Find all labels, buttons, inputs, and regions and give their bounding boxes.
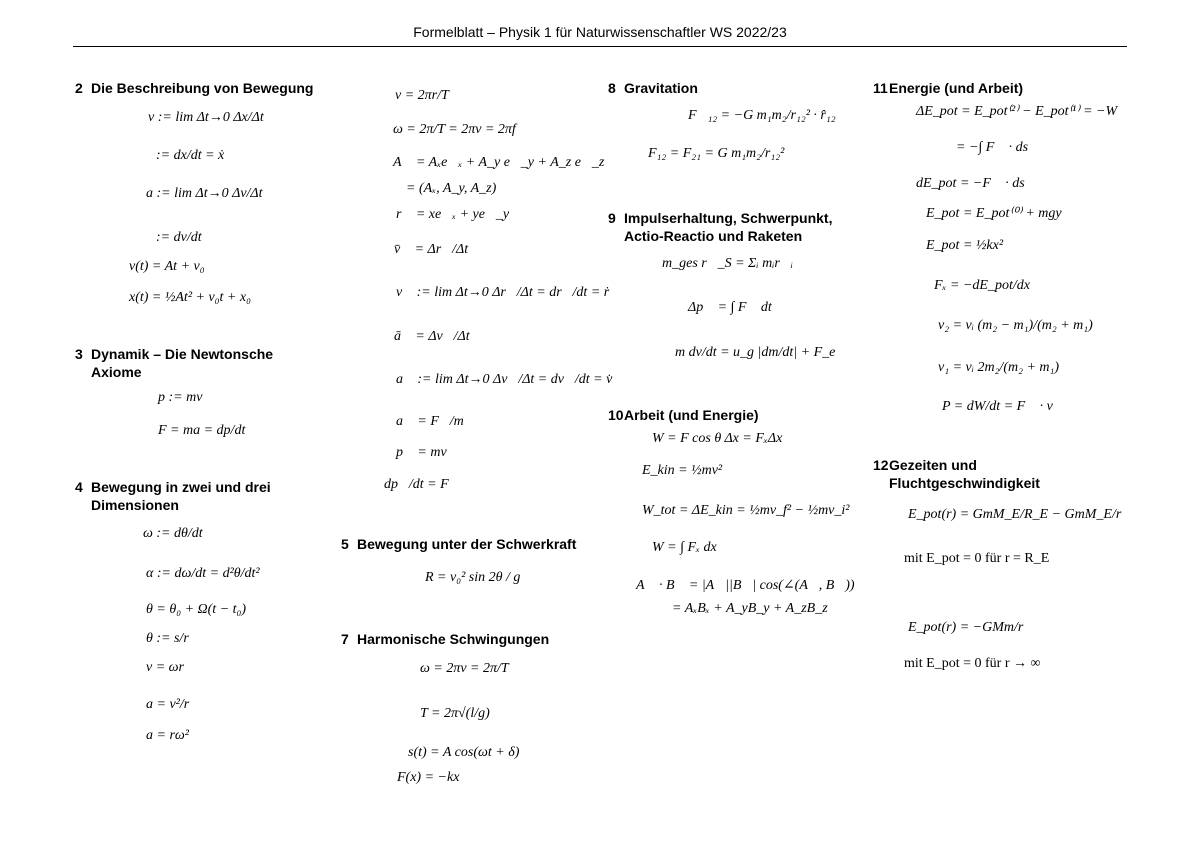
section-title: Gezeiten und	[889, 457, 977, 473]
formula: T = 2π√(l/g)	[420, 706, 490, 721]
formula: = AₓBₓ + A_yB_y + A_zB_z	[672, 601, 828, 616]
formula: F = ma = dp/dt	[158, 423, 246, 438]
formula: E_pot = ½kx²	[926, 238, 1004, 253]
formula: mit E_pot = 0 für r = R_E	[904, 551, 1050, 566]
section-number: 12	[873, 457, 889, 473]
formula: A⃗ = Aₓe⃗ₓ + A_y e⃗_y + A_z e⃗_z	[393, 155, 605, 170]
formula: mit E_pot = 0 für r → ∞	[904, 656, 1041, 671]
formula: v₁ = vᵢ 2m₂/(m₂ + m₁)	[938, 360, 1060, 375]
section-title-cont: Axiome	[91, 364, 142, 380]
section-12-heading	[873, 456, 1040, 492]
formula: E_pot(r) = −GMm/r	[908, 620, 1024, 635]
section-title: Gravitation	[624, 80, 698, 96]
formula: Fₓ = −dE_pot/dx	[934, 278, 1030, 293]
section-title: Arbeit (und Energie)	[624, 407, 759, 423]
page-header: Formelblatt – Physik 1 für Naturwissenschaftler WS 2022/23	[413, 24, 787, 40]
formula: R = v₀² sin 2θ / g	[425, 570, 521, 585]
formula: v := lim Δt→0 Δx/Δt	[148, 110, 264, 125]
formula: W = F cos θ Δx = FₓΔx	[652, 431, 783, 446]
section-7-heading	[341, 630, 549, 648]
section-title-cont: Actio-Reactio und Raketen	[624, 228, 803, 244]
formula: θ = θ₀ + Ω(t − t₀)	[146, 602, 247, 617]
formula: m dv/dt = u_g |dm/dt| + F_e	[675, 345, 836, 360]
formula: a⃗ = F⃗/m	[396, 414, 464, 429]
section-number: 2	[75, 80, 83, 96]
section-title: Harmonische Schwingungen	[357, 631, 550, 647]
formula: F(x) = −kx	[397, 770, 460, 785]
section-5-heading	[341, 535, 576, 553]
formula: dp⃗/dt = F⃗	[384, 477, 460, 492]
formula: r⃗ = xe⃗ₓ + ye⃗_y	[396, 207, 510, 222]
formula: ω := dθ/dt	[143, 526, 203, 541]
formula: W_tot = ΔE_kin = ½mv_f² − ½mv_i²	[642, 503, 850, 518]
section-11-heading	[873, 79, 1023, 97]
section-title: Die Beschreibung von Bewegung	[91, 80, 314, 96]
formula: E_pot = E_pot⁽⁰⁾ + mgy	[926, 206, 1062, 221]
formula: ω = 2πν = 2π/T	[420, 661, 509, 676]
formula: F₁₂ = F₂₁ = G m₁m₂/r₁₂²	[648, 146, 785, 161]
formula: v̄⃗ = Δr⃗/Δt	[394, 242, 469, 257]
formula: a := lim Δt→0 Δv/Δt	[146, 186, 263, 201]
section-number: 4	[75, 479, 83, 495]
formula: ΔE_pot = E_pot⁽²⁾ − E_pot⁽¹⁾ = −W	[916, 104, 1118, 119]
section-number: 7	[341, 631, 349, 647]
formula: s(t) = A cos(ωt + δ)	[408, 745, 520, 760]
section-10-heading	[608, 406, 759, 424]
section-number: 11	[873, 80, 888, 96]
formula: W = ∫ Fₓ dx	[652, 540, 717, 555]
formula: v⃗ := lim Δt→0 Δr⃗/Δt = dr⃗/dt = ṙ	[396, 285, 610, 300]
section-title: Impulserhaltung, Schwerpunkt,	[624, 210, 833, 226]
formula: = (Aₓ, A_y, A_z)	[406, 181, 497, 196]
formula: E_pot(r) = GmM_E/R_E − GmM_E/r	[908, 507, 1122, 522]
section-title: Bewegung in zwei und drei	[91, 479, 271, 495]
section-title: Energie (und Arbeit)	[889, 80, 1024, 96]
formula: p := mv	[158, 390, 203, 405]
formula: a = v²/r	[146, 697, 190, 712]
section-title-cont: Dimensionen	[91, 497, 179, 513]
section-number: 5	[341, 536, 349, 552]
formula: := dv/dt	[156, 230, 202, 245]
formula: E_kin = ½mv²	[642, 463, 723, 478]
header-rule	[73, 46, 1127, 47]
formula: dE_pot = −F⃗ · ds⃗	[916, 176, 1036, 191]
formula: v = ωr	[146, 660, 184, 675]
formula: v = 2πr/T	[395, 88, 449, 103]
section-number: 10	[608, 407, 624, 423]
formula: a⃗ := lim Δt→0 Δv⃗/Δt = dv⃗/dt = v̇	[396, 372, 613, 387]
formula: := dx/dt = ẋ	[156, 148, 225, 163]
formula: m_ges r⃗_S = Σᵢ mᵢr⃗ᵢ	[662, 256, 793, 271]
formula: x(t) = ½At² + v₀t + x₀	[129, 290, 251, 305]
formula: p⃗ = mv⃗	[396, 445, 458, 460]
section-3-heading	[75, 345, 273, 381]
formula: θ := s/r	[146, 631, 189, 646]
section-number: 8	[608, 80, 616, 96]
section-4-heading	[75, 478, 271, 514]
formula: v(t) = At + v₀	[129, 259, 205, 274]
formula: F⃗₁₂ = −G m₁m₂/r₁₂² · r̂₁₂	[688, 108, 836, 123]
formula: ω = 2π/T = 2πν = 2πf	[393, 122, 516, 137]
section-8-heading	[608, 79, 698, 97]
formula: ā⃗ = Δv⃗/Δt	[394, 329, 470, 344]
formula: = −∫ F⃗ · ds⃗	[956, 140, 1040, 155]
section-2-heading	[75, 79, 313, 97]
formula: P = dW/dt = F⃗ · v⃗	[942, 399, 1064, 414]
formula: v₂ = vᵢ (m₂ − m₁)/(m₂ + m₁)	[938, 318, 1093, 333]
formula: A⃗ · B⃗ = |A⃗||B⃗| cos(∠(A⃗, B⃗))	[636, 578, 855, 593]
section-number: 9	[608, 210, 616, 226]
formula: Δp⃗ = ∫ F⃗ dt	[688, 300, 772, 315]
section-title: Dynamik – Die Newtonsche	[91, 346, 274, 362]
formula: α := dω/dt = d²θ/dt²	[146, 566, 260, 581]
section-9-heading	[608, 209, 832, 245]
section-title-cont: Fluchtgeschwindigkeit	[889, 475, 1040, 491]
formula: a = rω²	[146, 728, 189, 743]
section-title: Bewegung unter der Schwerkraft	[357, 536, 577, 552]
section-number: 3	[75, 346, 83, 362]
